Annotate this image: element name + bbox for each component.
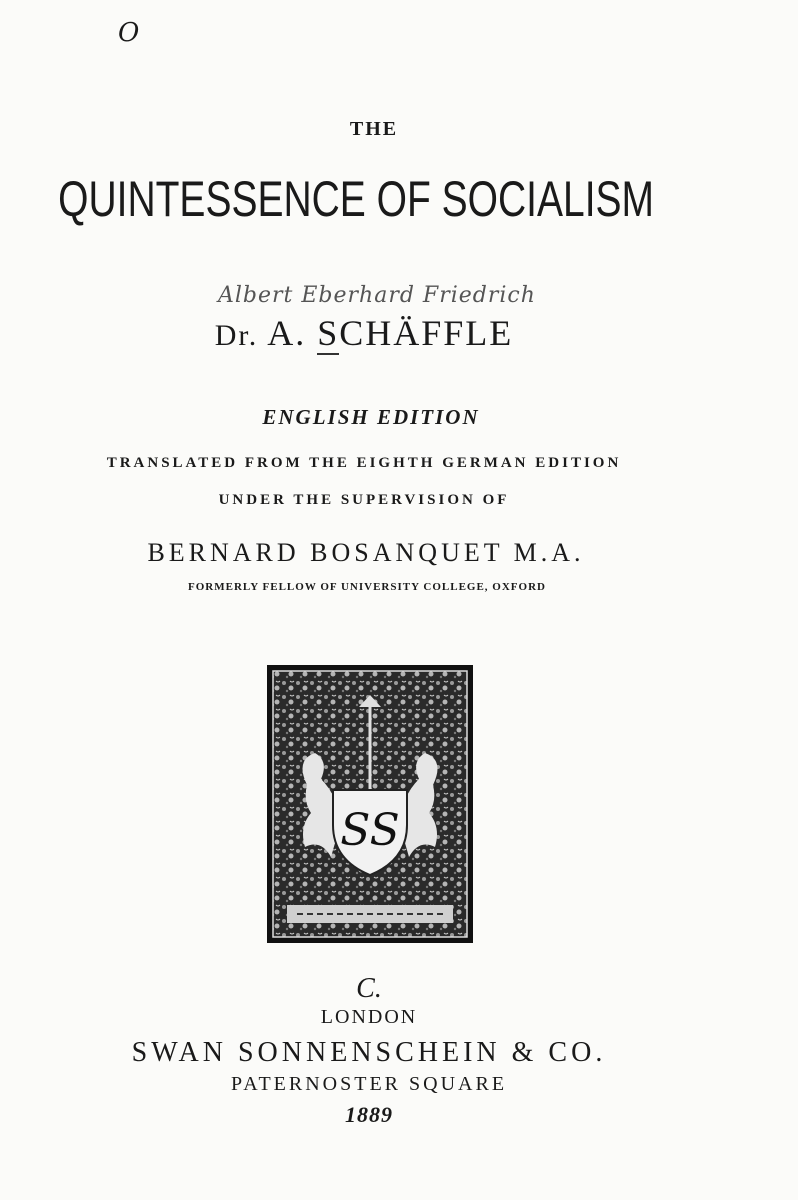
emblem-monogram: SS <box>340 805 400 856</box>
handwritten-note: Albert Eberhard Friedrich <box>218 283 536 308</box>
author-surname-initial: S <box>317 313 340 353</box>
title-article: THE <box>349 118 399 140</box>
publisher-name: SWAN SONNENSCHEIN & CO. <box>131 1037 607 1068</box>
publisher-address: PATERNOSTER SQUARE <box>230 1073 508 1095</box>
author-line <box>0 312 763 354</box>
imprint-mark: C. <box>356 973 382 1004</box>
publisher-device-icon <box>267 665 473 943</box>
translation-note: TRANSLATED FROM THE EIGHTH GERMAN EDITION <box>106 455 622 471</box>
publication-year: 1889 <box>345 1102 393 1127</box>
corner-mark: O <box>118 18 140 48</box>
book-title: QUINTESSENCE OF SOCIALISM <box>58 171 655 227</box>
edition-label: ENGLISH EDITION <box>262 405 480 429</box>
translator-name: BERNARD BOSANQUET M.A. <box>147 538 585 567</box>
translator-credential: FORMERLY FELLOW OF UNIVERSITY COLLEGE, OXFORD <box>188 581 546 593</box>
imprint-city: LONDON <box>320 1006 418 1028</box>
author-prefix: Dr. <box>214 319 259 352</box>
author-initial: A. <box>267 313 307 353</box>
supervision-note: UNDER THE SUPERVISION OF <box>218 492 510 508</box>
author-surname: CHÄFFLE <box>339 313 514 353</box>
